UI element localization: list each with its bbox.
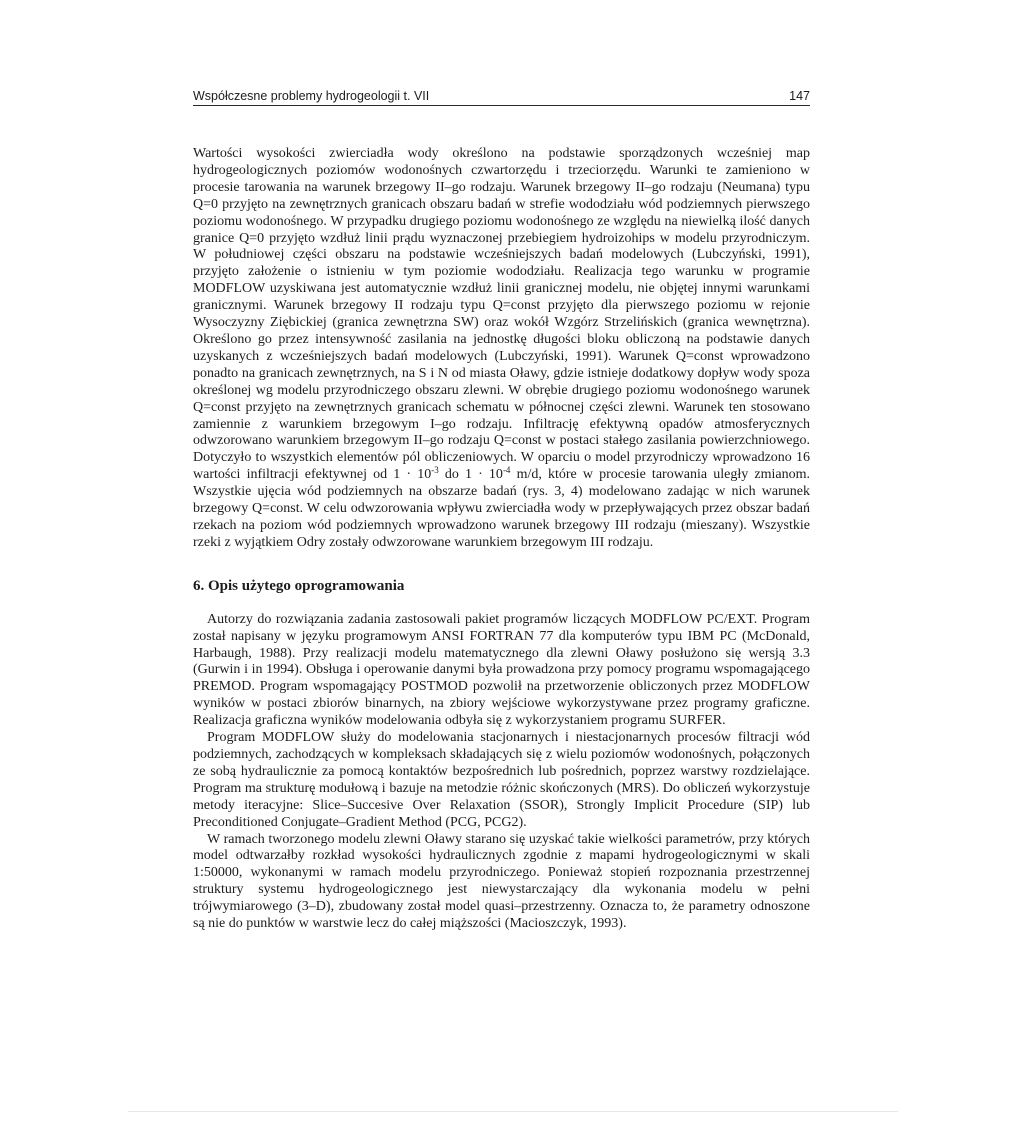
text-run: m/d, które w procesie tarowania uległy zmianom. Wszystkie ujęcia wód podziemnych na obszarze badań (rys. 3, 4) modelowano zadając w nich warunek brzegowy Q=const. W celu odwzorowania wpływu zwierciadła wody w przepływających przez obszar badań rzekach na poziom wód podziemnych wprowadzono warunek brzegowy III rodzaju (mieszany). Wszystkie rzeki z wyjątkiem Odry zostały odwzorowane warunkiem brzegowym III rodzaju. [193,467,810,550]
running-header [193,88,810,106]
exponent: -3 [431,465,439,476]
page-number: 147 [789,89,810,103]
section-heading: 6. Opis użytego oprogramowania [193,577,405,594]
paragraph-software-package: Autorzy do rozwiązania zadania zastosowali pakiet programów liczących MODFLOW PC/EXT. Program został napisany w języku programowym ANSI FORTRAN 77 dla komputerów typu IBM PC (McDonald, Harbaugh, 1988). Przy realizacji modelu matematycznego dla zlewni Oławy posłużono się wersją 3.3 (Gurwin i in 1994). Obsługa i operowanie danymi była prowadzona przy pomocy programu wspomagającego PREMOD. Program wspomagający POSTMOD pozwolił na przetworzenie obliczonych przez MODFLOW wyników w postaci zbiorów binarnych, na zbiory wejściowe wykorzystywane przez programy graficzne. Realizacja graficzna wyników modelowania odbyła się z wykorzystaniem programu SURFER. [193,611,810,729]
paragraph-model-calibration: W ramach tworzonego modelu zlewni Oławy starano się uzyskać takie wielkości parametrów, przy których model odtwarzałby rozkład wysokości hydraulicznych zgodnie z mapami hydrogeologicznymi w skali 1:50000, wykonanymi w ramach modelu przyrodniczego. Ponieważ stopień rozpoznania przestrzennej struktury systemu hydrogeologicznego jest niewystarczający dla wykonania modelu w pełni trójwymiarowego (3–D), zbudowany został model quasi–przestrzenny. Oznacza to, że parametry odnoszone są nie do punktów w warstwie lecz do całej miąższości (Macioszczyk, 1993). [193,831,810,932]
exponent: -4 [502,465,511,476]
text-run: Wartości wysokości zwierciadła wody określono na podstawie sporządzonych wcześniej map hydrogeologicznych poziomów wodonośnych czwartorzędu i trzeciorzędu. Warunki te zamieniono w procesie tarowania na warunek brzegowy II–go rodzaju. Warunek brzegowy II–go rodzaju (Neumana) typu Q=0 przyjęto na zewnętrznych granicach obszaru badań w strefie wododziału wód podziemnych pierwszego poziomu wodonośnego. W przypadku drugiego poziomu wodonośnego ze względu na niewielką ilość danych granice Q=0 przyjęto wzdłuż linii prądu wyznaczonej przebiegiem hydroizohips w modelu przyrodniczym. W południowej części obszaru na podstawie wcześniejszych badań modelowych (Lubczyński, 1991), przyjęto założenie o istnieniu w tym poziomie wododziału. Realizacja tego warunku w programie MODFLOW uzyskiwana jest automatycznie wzdłuż linii granicznej modelu, nie objętej innymi warunkami granicznymi. Warunek brzegowy II rodzaju typu Q=const przyjęto dla pierwszego poziomu w rejonie Wysoczyzny Ziębickiej (granica zewnętrzna SW) oraz wokół Wzgórz Strzelińskich (granica wewnętrzna). Określono go przez intensywność zasilania na jednostkę długości bloku obliczoną na podstawie danych uzyskanych z wcześniejszych badań modelowych (Lubczyński, 1991). Warunek Q=const wprowadzono ponadto na granicach zewnętrznych, na S i N od miasta Oławy, gdzie istnieje dodatkowy dopływ wody spoza określonej wg modelu przyrodniczego obszaru zlewni. W obrębie drugiego poziomu wodonośnego warunek Q=const przyjęto na zewnętrznych granicach schematu w północnej części zlewni. Warunek ten stosowano zamiennie z warunkiem brzegowym I–go rodzaju. Infiltrację efektywną opadów atmosferycznych odwzorowano warunkiem brzegowym II–go rodzaju Q=const w postaci stałego zasilania powierzchniowego. Dotyczyło to wszystkich elementów pól obliczeniowych. W oparciu o model przyrodniczy wprowadzono 16 wartości infiltracji efektywnej od 1 · 10 [193,146,810,483]
journal-title: Współczesne problemy hydrogeologii t. VII [193,89,430,103]
scan-edge-line [128,1111,898,1112]
document-page [193,88,810,933]
paragraph-modflow-description: Program MODFLOW służy do modelowania stacjonarnych i niestacjonarnych procesów filtracji wód podziemnych, zachodzących w kompleksach składających się z wielu poziomów wodonośnych, połączonych ze sobą hydraulicznie za pomocą kontaktów bezpośrednich lub pośrednich, poprzez warstwy rozdzielające. Program ma strukturę modułową i bazuje na metodzie różnic skończonych (MRS). Do obliczeń wykorzystuje metody iteracyjne: Slice–Succesive Over Relaxation (SSOR), Strongly Implicit Procedure (SIP) lub Preconditioned Conjugate–Gradient Method (PCG, PCG2). [193,730,810,830]
text-run: do 1 · 10 [438,467,503,483]
paragraph-boundary-conditions [193,146,810,552]
